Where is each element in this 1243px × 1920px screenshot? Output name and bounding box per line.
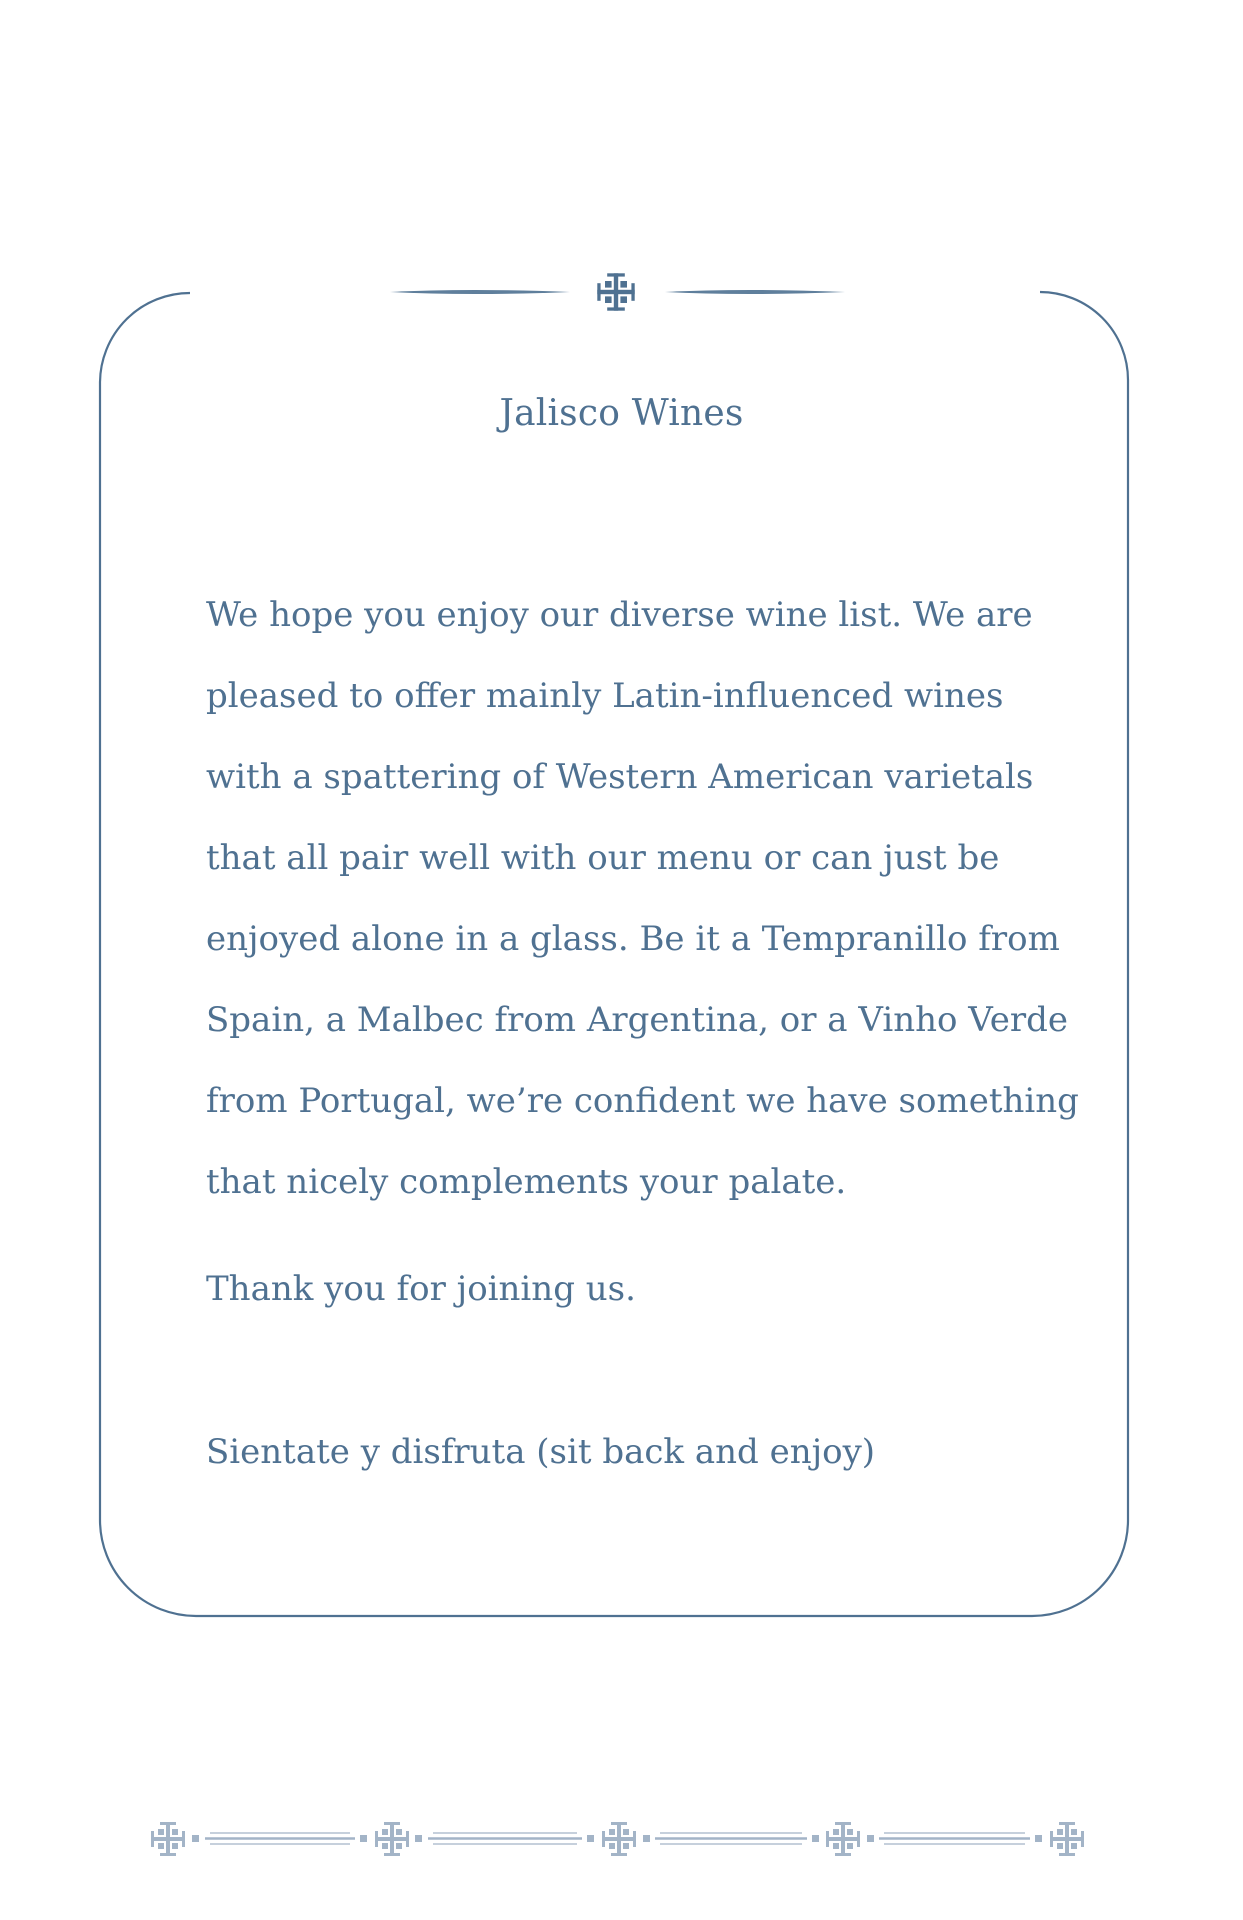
intro-line: We hope you enjoy our diverse wine list. We are bbox=[206, 595, 1033, 635]
intro-line: pleased to offer mainly Latin-influenced wines bbox=[206, 676, 1004, 716]
fleuron-cross-icon bbox=[151, 1822, 185, 1856]
intro-line: with a spattering of Western American varietals bbox=[206, 757, 1034, 797]
intro-line: enjoyed alone in a glass. Be it a Tempranillo from bbox=[206, 919, 1060, 959]
intro-line: that nicely complements your palate. bbox=[206, 1162, 847, 1202]
intro-line: Spain, a Malbec from Argentina, or a Vinho Verde bbox=[206, 1000, 1068, 1040]
intro-line: that all pair well with our menu or can just be bbox=[206, 838, 1000, 878]
menu-title: Jalisco Wines bbox=[499, 393, 744, 434]
top-ornament bbox=[390, 273, 845, 310]
fleuron-cross-icon bbox=[375, 1822, 409, 1856]
fleuron-cross-icon bbox=[597, 273, 634, 310]
intro-paragraph bbox=[206, 575, 1079, 1223]
fleuron-cross-icon bbox=[602, 1822, 636, 1856]
fleuron-cross-icon bbox=[1050, 1822, 1084, 1856]
thank-you-line: Thank you for joining us. bbox=[206, 1269, 636, 1309]
footer-ornament bbox=[151, 1822, 1084, 1856]
closing-line: Sientate y disfruta (sit back and enjoy) bbox=[206, 1432, 876, 1472]
intro-line: from Portugal, we’re confident we have something bbox=[206, 1081, 1079, 1121]
fleuron-cross-icon bbox=[826, 1822, 860, 1856]
